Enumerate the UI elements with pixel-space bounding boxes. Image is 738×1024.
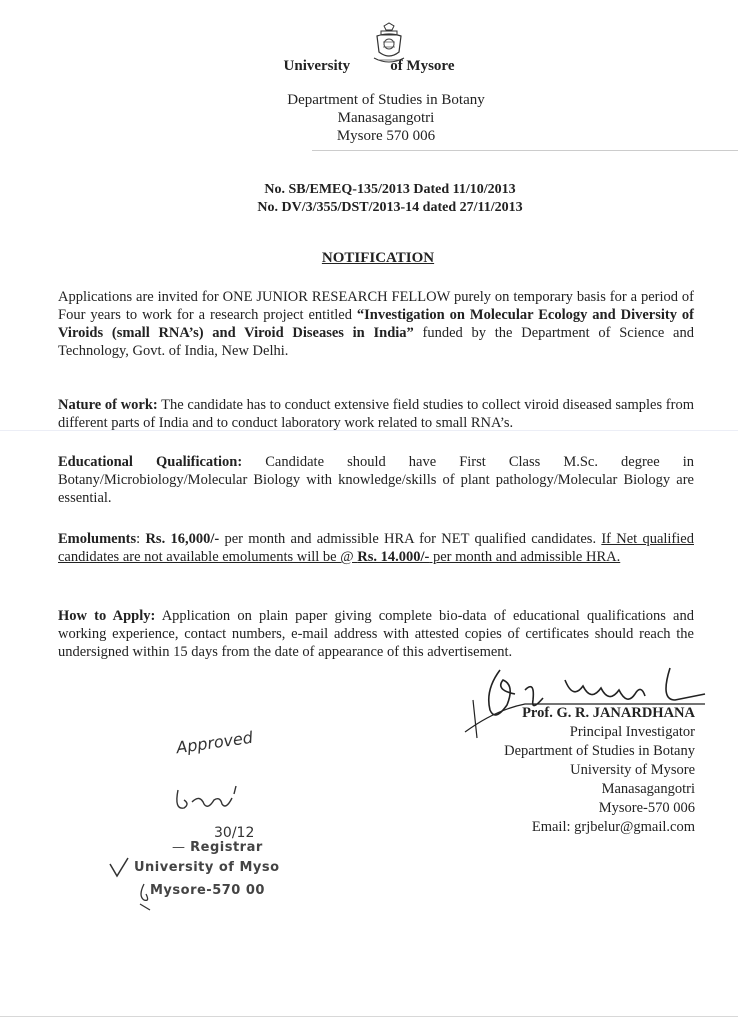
signatory-email: Email: grjbelur@gmail.com (531, 819, 695, 835)
university-name-left: University (283, 58, 351, 74)
section-label: How to Apply: (58, 608, 156, 624)
how-to-apply-paragraph (58, 607, 694, 661)
reference-numbers (0, 181, 738, 217)
emoluments-paragraph (58, 530, 694, 566)
colon: : (136, 531, 146, 547)
university-name-right: of Mysore (390, 58, 455, 74)
stamp-registrar: — Registrar (172, 840, 263, 855)
section-text: Application on plain paper giving complete bio-data of educational qualifications and working experience, contact numbers, e-mail address with attested copies of certificates should reach the undersigned within 15 days from the date of appearance of this advertisement. (58, 608, 694, 660)
stamp-city: Mysore-570 00 (150, 883, 265, 898)
signatory-role: Principal Investigator (569, 724, 695, 740)
notification-title: NOTIFICATION (321, 250, 435, 266)
checkmark-icon (108, 856, 130, 878)
signatory-dept: Department of Studies in Botany (504, 743, 695, 759)
signatory-name: Prof. G. R. JANARDHANA (522, 705, 695, 721)
section-label: Nature of work: (58, 397, 158, 413)
signatory-block (470, 704, 695, 837)
section-text: per month and admissible HRA for NET qualified candidates. (219, 531, 602, 547)
qualification-paragraph (58, 453, 694, 507)
underlined-text: If Net qualified candidates are not available emoluments will be @ (58, 531, 694, 565)
reference-line: No. DV/3/355/DST/2013-14 dated 27/11/2013 (257, 200, 523, 215)
reference-line: No. SB/EMEQ-135/2013 Dated 11/10/2013 (264, 182, 516, 197)
section-label: Emoluments (58, 531, 137, 547)
stamp-line: Registrar (190, 840, 263, 855)
intro-paragraph (58, 288, 694, 360)
handwritten-date: 30/12 (214, 825, 255, 841)
project-title: “Investigation on Molecular Ecology and Diversity of Viroids (small RNA’s) and Viroid Diseases in India” (58, 307, 694, 341)
stamp-initial-mark (136, 882, 154, 912)
handwritten-initials (170, 780, 260, 820)
section-text: Candidate should have First Class M.Sc. degree in Botany/Microbiology/Molecular Biology with knowledge/skills of plant pathology/Molecular Biology are essential. (58, 454, 694, 506)
nature-of-work-paragraph (58, 396, 694, 432)
signatory-university: University of Mysore (570, 762, 695, 778)
underlined-text: per month and admissible HRA. (429, 549, 621, 565)
stamp-university: University of Myso (134, 860, 280, 875)
handwritten-approved: Approved (175, 727, 255, 758)
dept-line: Mysore 570 006 (336, 128, 436, 144)
section-text: The candidate has to conduct extensive field studies to collect viroid diseased samples from different parts of India and to conduct laboratory work related to small RNA’s. (58, 397, 694, 431)
intro-text: funded by the Department of Science and Technology, Govt. of India, New Delhi. (58, 325, 694, 359)
dept-line: Department of Studies in Botany (287, 92, 485, 108)
amount: Rs. 16,000/- (145, 531, 220, 547)
scan-line (0, 1016, 738, 1017)
university-heading (0, 58, 738, 75)
section-label: Educational Qualification: (58, 454, 243, 470)
amount: Rs. 14.000/- (357, 549, 430, 565)
header-divider (312, 150, 738, 151)
signatory-city: Mysore-570 006 (598, 800, 695, 816)
dept-line: Manasagangotri (337, 110, 435, 126)
department-address (0, 91, 738, 145)
intro-text: Applications are invited for ONE JUNIOR RESEARCH FELLOW purely on temporary basis for a period of Four years to work for a research project entitled (58, 289, 694, 323)
signatory-place: Manasagangotri (601, 781, 695, 797)
